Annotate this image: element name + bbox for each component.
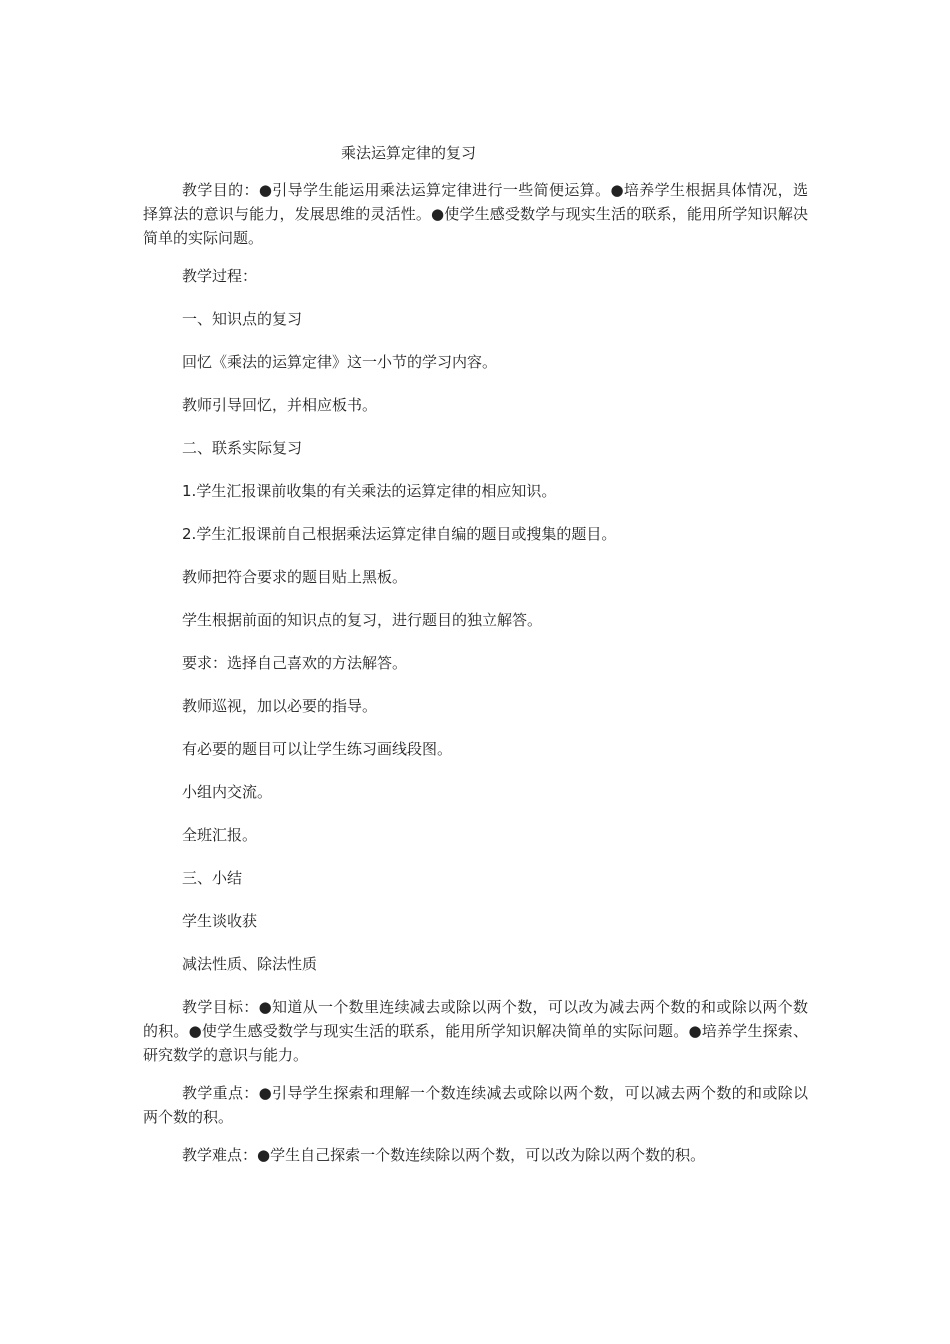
requirement-line: 要求：选择自己喜欢的方法解答。 bbox=[182, 654, 408, 672]
second-lesson-title: 减法性质、除法性质 bbox=[182, 955, 318, 973]
teaching-goal-paragraph: 教学目的：●引导学生能运用乘法运算定律进行一些简便运算。●培养学生根据具体情况，选择算法的意识与能力，发展思维的灵活性。●使学生感受数学与现实生活的联系，能用所学知识解决简单的实际问题。 bbox=[143, 181, 808, 247]
teaching-key-point-paragraph: 教学重点：●引导学生探索和理解一个数连续减去或除以两个数，可以减去两个数的和或除以两个数的积。 bbox=[143, 1084, 808, 1126]
document-title: 乘法运算定律的复习 bbox=[341, 144, 477, 162]
harvest-line: 学生谈收获 bbox=[182, 912, 258, 930]
section-heading-practical-review: 二、联系实际复习 bbox=[182, 439, 303, 457]
section-heading-summary: 三、小结 bbox=[182, 869, 243, 887]
diagram-line: 有必要的题目可以让学生练习画线段图。 bbox=[182, 740, 453, 758]
recall-line: 回忆《乘法的运算定律》这一小节的学习内容。 bbox=[182, 353, 498, 371]
group-exchange-line: 小组内交流。 bbox=[182, 783, 273, 801]
list-item-2-text: .学生汇报课前自己根据乘法运算定律自编的题目或搜集的题目。 bbox=[191, 525, 617, 543]
list-item-1-number: 1 bbox=[182, 482, 192, 500]
teacher-guide-line: 教师引导回忆，并相应板书。 bbox=[182, 396, 378, 414]
solve-line: 学生根据前面的知识点的复习，进行题目的独立解答。 bbox=[182, 611, 543, 629]
list-item-2-number: 2 bbox=[182, 525, 192, 543]
list-item-2 bbox=[143, 522, 808, 546]
teaching-process-heading: 教学过程： bbox=[182, 267, 258, 285]
section-heading-knowledge-review: 一、知识点的复习 bbox=[182, 310, 303, 328]
teaching-target-paragraph: 教学目标：●知道从一个数里连续减去或除以两个数，可以改为减去两个数的和或除以两个数的积。●使学生感受数学与现实生活的联系，能用所学知识解决简单的实际问题。●培养学生探索、研究数学的意识与能力。 bbox=[143, 998, 808, 1064]
teaching-difficulty-line: 教学难点：●学生自己探索一个数连续除以两个数，可以改为除以两个数的积。 bbox=[182, 1146, 706, 1164]
class-report-line: 全班汇报。 bbox=[182, 826, 258, 844]
list-item-1 bbox=[143, 479, 808, 503]
patrol-line: 教师巡视，加以必要的指导。 bbox=[182, 697, 378, 715]
document-body bbox=[143, 142, 808, 1186]
blackboard-line: 教师把符合要求的题目贴上黑板。 bbox=[182, 568, 408, 586]
list-item-1-text: .学生汇报课前收集的有关乘法的运算定律的相应知识。 bbox=[191, 482, 557, 500]
